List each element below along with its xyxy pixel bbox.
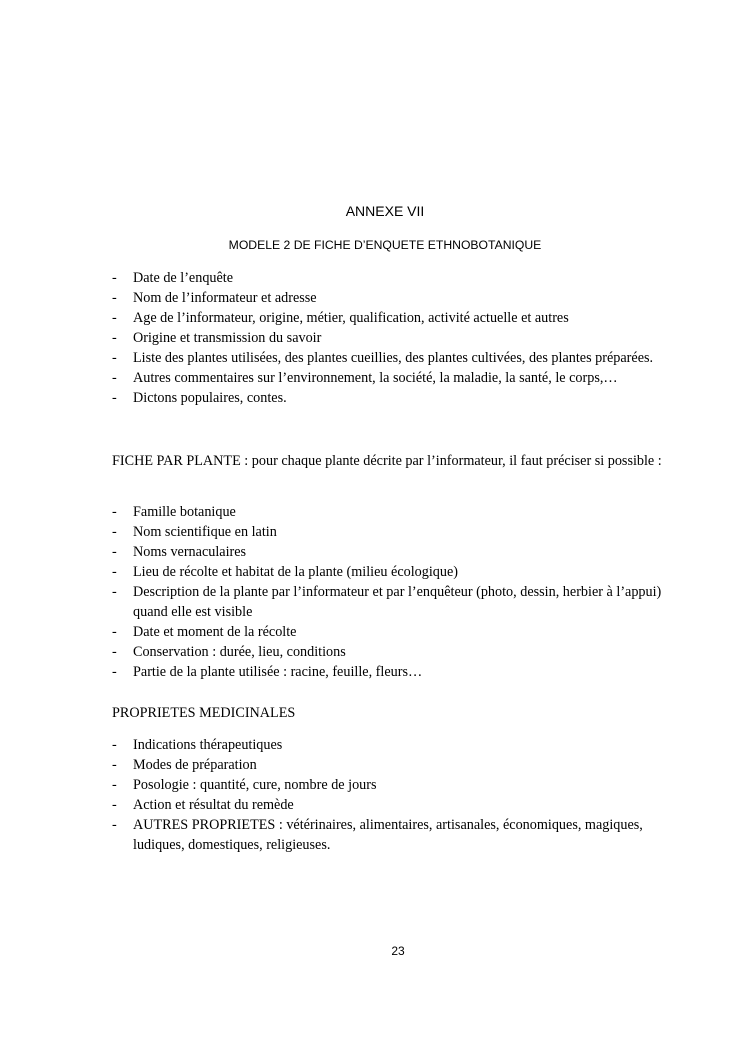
list-item: - Action et résultat du remède bbox=[112, 797, 294, 813]
bullet-dash: - bbox=[112, 817, 117, 833]
survey-general-list bbox=[112, 268, 682, 408]
bullet-dash: - bbox=[112, 777, 117, 793]
list-item: - AUTRES PROPRIETES : vétérinaires, alimentaires, artisanales, économiques, magiques, ludiques, domestiques, religieuses. bbox=[112, 817, 643, 853]
list-item: - Age de l’informateur, origine, métier, qualification, activité actuelle et autres bbox=[112, 310, 569, 326]
bullet-dash: - bbox=[112, 330, 117, 346]
list-item: - Autres commentaires sur l’environnement, la société, la maladie, la santé, le corps,… bbox=[112, 370, 618, 386]
list-item: - Nom scientifique en latin bbox=[112, 524, 277, 540]
bullet-dash: - bbox=[112, 290, 117, 306]
list-item: - Partie de la plante utilisée : racine, feuille, fleurs… bbox=[112, 664, 423, 680]
list-item: - Nom de l’informateur et adresse bbox=[112, 290, 317, 306]
list-item: - Modes de préparation bbox=[112, 757, 257, 773]
bullet-dash: - bbox=[112, 584, 117, 600]
bullet-dash: - bbox=[112, 757, 117, 773]
bullet-dash: - bbox=[112, 370, 117, 386]
list-item: - Noms vernaculaires bbox=[112, 544, 247, 560]
list-item: - Date de l’enquête bbox=[112, 270, 234, 286]
bullet-dash: - bbox=[112, 624, 117, 640]
list-item: - Lieu de récolte et habitat de la plante (milieu écologique) bbox=[112, 564, 458, 580]
bullet-dash: - bbox=[112, 390, 117, 406]
bullet-dash: - bbox=[112, 350, 117, 366]
bullet-dash: - bbox=[112, 664, 117, 680]
list-item: - Date et moment de la récolte bbox=[112, 624, 297, 640]
form-subtitle: MODELE 2 DE FICHE D’ENQUETE ETHNOBOTANIQUE bbox=[228, 238, 542, 252]
list-item: - Dictons populaires, contes. bbox=[112, 390, 287, 406]
bullet-dash: - bbox=[112, 504, 117, 520]
bullet-dash: - bbox=[112, 564, 117, 580]
list-item: - Description de la plante par l’informateur et par l’enquêteur (photo, dessin, herbier à l’appui) quand elle est visible bbox=[112, 584, 662, 620]
list-item: - Indications thérapeutiques bbox=[112, 737, 283, 753]
list-item: - Posologie : quantité, cure, nombre de jours bbox=[112, 777, 377, 793]
bullet-dash: - bbox=[112, 797, 117, 813]
bullet-dash: - bbox=[112, 644, 117, 660]
bullet-dash: - bbox=[112, 524, 117, 540]
list-item: - Origine et transmission du savoir bbox=[112, 330, 322, 346]
bullet-dash: - bbox=[112, 270, 117, 286]
annex-title: ANNEXE VII bbox=[345, 203, 425, 219]
bullet-dash: - bbox=[112, 310, 117, 326]
list-item: - Famille botanique bbox=[112, 504, 236, 520]
fiche-par-plante-paragraph: FICHE PAR PLANTE : pour chaque plante décrite par l’informateur, il faut préciser si possible : bbox=[112, 453, 662, 469]
list-item: - Liste des plantes utilisées, des plantes cueillies, des plantes cultivées, des plantes préparées. bbox=[112, 350, 654, 366]
bullet-dash: - bbox=[112, 544, 117, 560]
bullet-dash: - bbox=[112, 737, 117, 753]
medicinal-properties-list bbox=[112, 735, 682, 855]
plant-sheet-list bbox=[112, 502, 682, 682]
proprietes-heading: PROPRIETES MEDICINALES bbox=[112, 705, 296, 721]
list-item: - Conservation : durée, lieu, conditions bbox=[112, 644, 346, 660]
page-number: 23 bbox=[391, 944, 405, 958]
